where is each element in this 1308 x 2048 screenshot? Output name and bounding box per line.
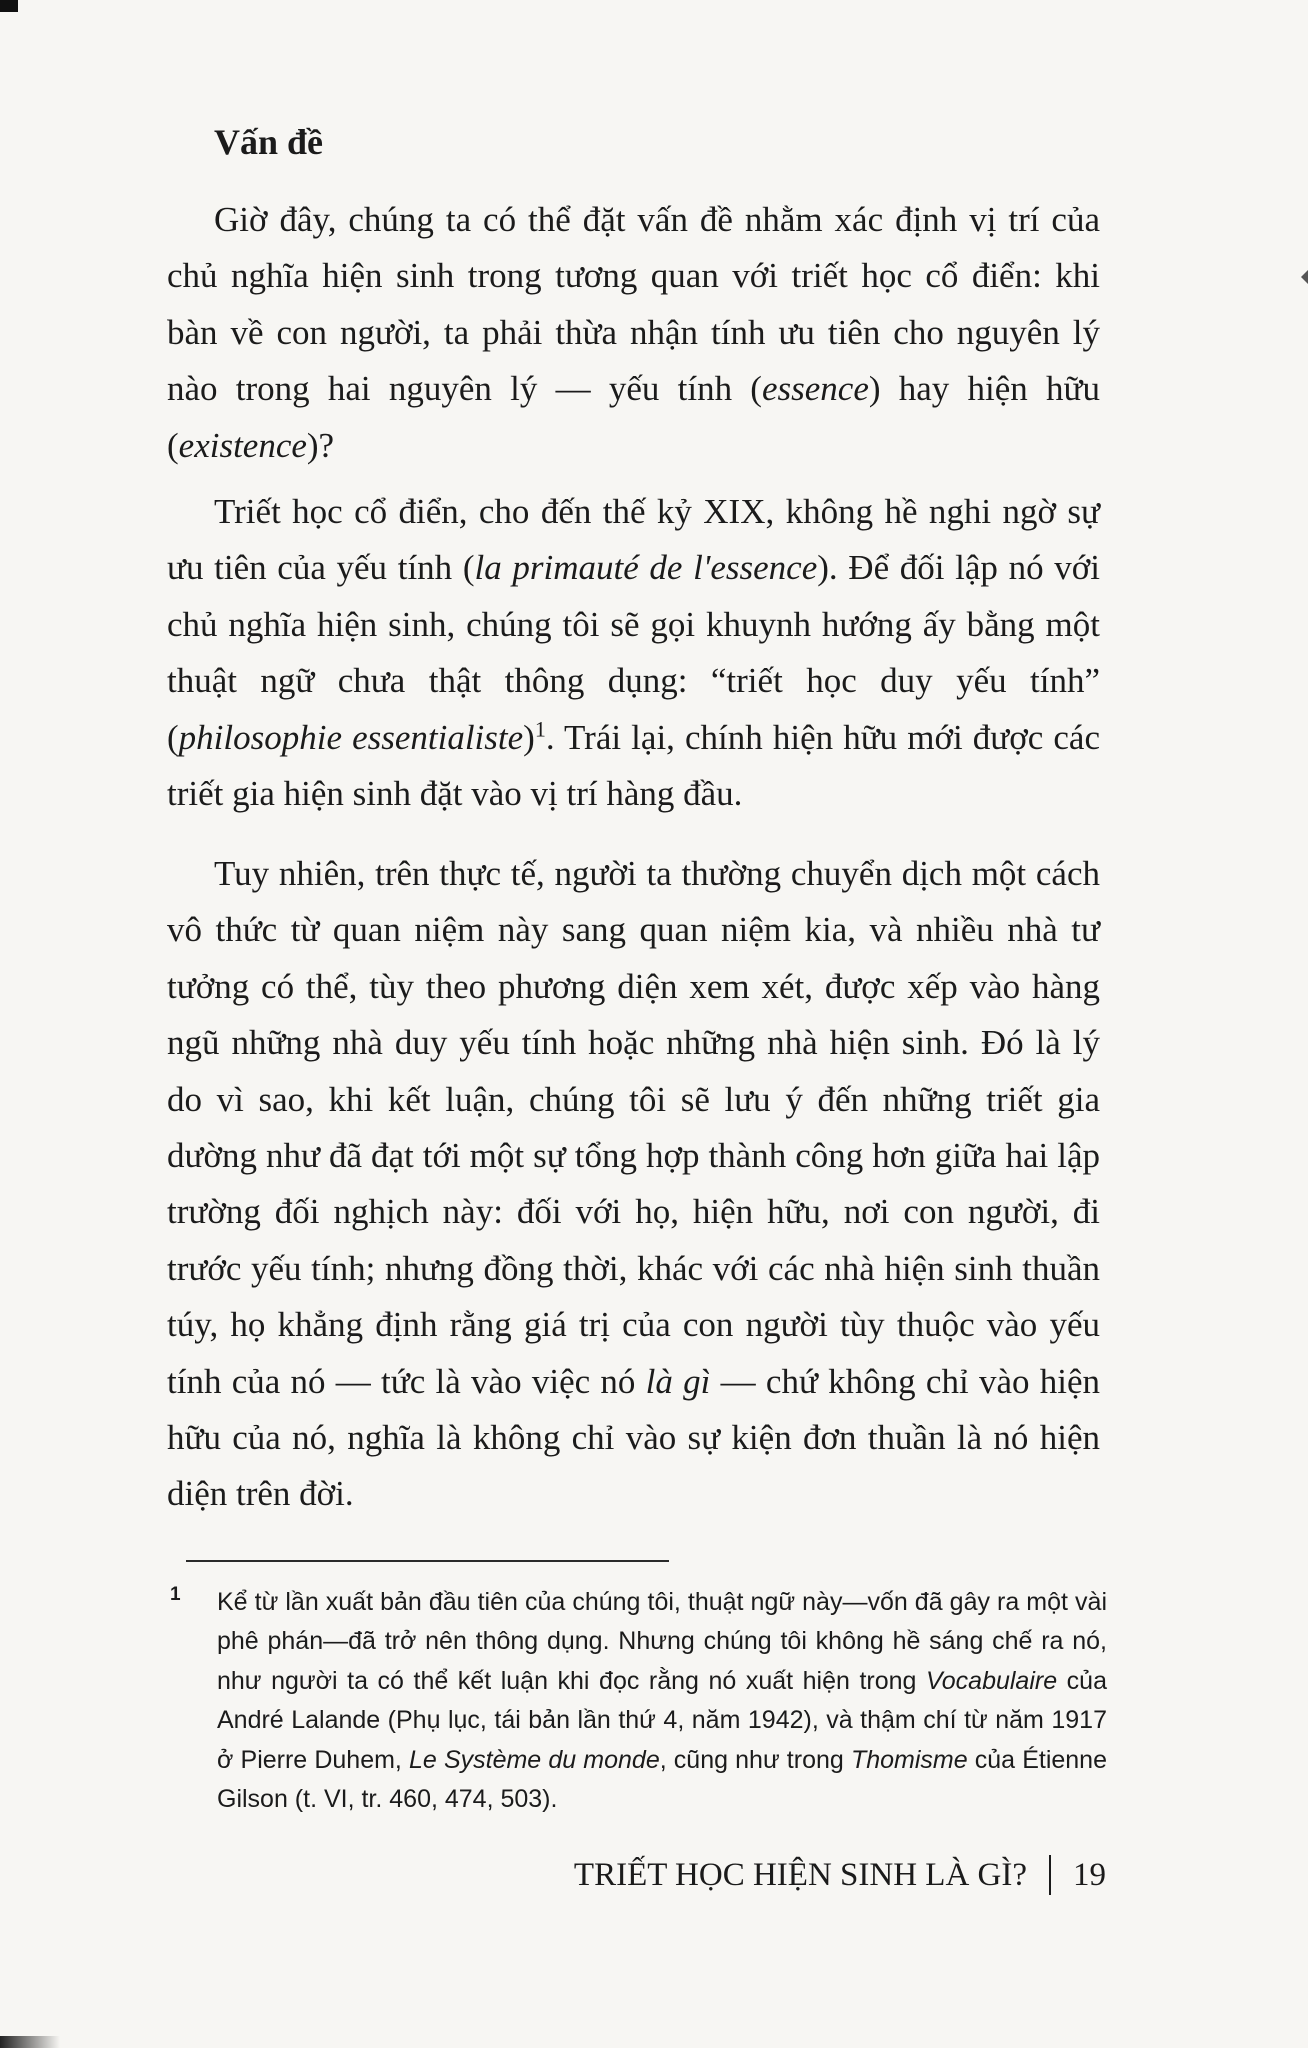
paragraph-2-text-4: . Trái lại, chính hiện hữu mới được các triết gia hiện sinh đặt vào vị trí hàng đầu. — [167, 717, 1100, 814]
footnote-text-2: của André Lalande (Phụ lục, tái bản lần thứ 4, năm 1942), và thậm chí từ năm 1917 ở Pierre Duhem, — [217, 1666, 1107, 1774]
paragraph-1-term-existence: existence — [178, 425, 307, 465]
paragraph-3-term-la-gi: là gì — [645, 1361, 711, 1401]
page-number: 19 — [1073, 1857, 1106, 1893]
paragraph-2-text-2: ). Để đối lập nó với chủ nghĩa hiện sinh, chúng tôi sẽ gọi khuynh hướng ấy bằng một thuật ngữ chưa thật thông dụng: “triết học duy yếu tính” ( — [167, 548, 1100, 757]
footnote-text — [217, 1583, 1107, 1819]
footnote-text-3: , cũng như trong — [659, 1745, 851, 1774]
footnote-text-1: Kể từ lần xuất bản đầu tiên của chúng tôi, thuật ngữ này—vốn đã gây ra một vài phê phán—đã trở nên thông dụng. Nhưng chúng tôi không hề sáng chế ra nó, như người ta có thể kết luận khi đọc rằng nó xuất hiện trong — [217, 1588, 1107, 1695]
footnote-reference[interactable]: 1 — [534, 715, 546, 741]
paragraph-1-term-essence: essence — [761, 369, 869, 409]
footer-separator — [1049, 1855, 1051, 1895]
footnote-divider — [186, 1560, 669, 1562]
paragraph-3-text-1: Tuy nhiên, trên thực tế, người ta thường chuyển dịch một cách vô thức từ quan niệm này sang quan niệm kia, và nhiều nhà tư tưởng có thể, tùy theo phương diện xem xét, được xếp vào hàng ngũ những nhà duy yếu tính hoặc những nhà hiện sinh. Đó là lý do vì sao, khi kết luận, chúng tôi sẽ lưu ý đến những triết gia dường như đã đạt tới một sự tổng hợp thành công hơn giữa hai lập trường đối nghịch này: đối với họ, hiện hữu, nơi con người, đi trước yếu tính; nhưng đồng thời, khác với các nhà hiện sinh thuần túy, họ khẳng định rằng giá trị của con người tùy thuộc vào yếu tính của nó — tức là vào việc nó — [167, 854, 1100, 1401]
footer-book-title: TRIẾT HỌC HIỆN SINH LÀ GÌ? — [573, 1857, 1027, 1893]
paragraph-2-text-3: ) — [523, 717, 535, 757]
running-footer — [574, 1852, 1106, 1898]
paragraph-2-term-essentialiste: philosophie essentialiste — [178, 717, 524, 757]
scan-corner-mark — [0, 0, 18, 12]
footnote-title-thomisme: Thomisme — [850, 1745, 968, 1774]
paragraph-2-text-1: Triết học cổ điển, cho đến thế kỷ XIX, không hề nghi ngờ sự ưu tiên của yếu tính ( — [167, 492, 1100, 588]
paragraph-1 — [167, 192, 1100, 474]
footnote-title-systeme: Le Système du monde — [409, 1745, 660, 1774]
footnote-number: 1 — [170, 1584, 181, 1605]
scan-edge-mark — [1301, 270, 1308, 284]
paragraph-1-text-1: Giờ đây, chúng ta có thể đặt vấn đề nhằm xác định vị trí của chủ nghĩa hiện sinh trong tương quan với triết học cổ điển: khi bàn về con người, ta phải thừa nhận tính ưu tiên cho nguyên lý nào trong hai nguyên lý — yếu tính ( — [167, 200, 1100, 409]
paragraph-2 — [167, 484, 1100, 822]
paragraph-1-text-2: ) hay hiện hữu ( — [167, 369, 1100, 465]
paragraph-1-text-3: )? — [306, 425, 335, 465]
section-heading: Vấn đề — [214, 122, 324, 162]
paragraph-3-text-2: — chứ không chỉ vào hiện hữu của nó, nghĩa là không chỉ vào sự kiện đơn thuần là nó hiện diện trên đời. — [167, 1361, 1100, 1514]
paragraph-2-term-primaute: la primauté de l'essence — [474, 548, 818, 588]
paragraph-3 — [167, 846, 1100, 1523]
footnote-text-4: của Étienne Gilson (t. VI, tr. 460, 474, 503). — [217, 1745, 1107, 1814]
footnote-title-vocabulaire: Vocabulaire — [926, 1666, 1058, 1695]
scan-bottom-mark — [0, 2036, 60, 2048]
